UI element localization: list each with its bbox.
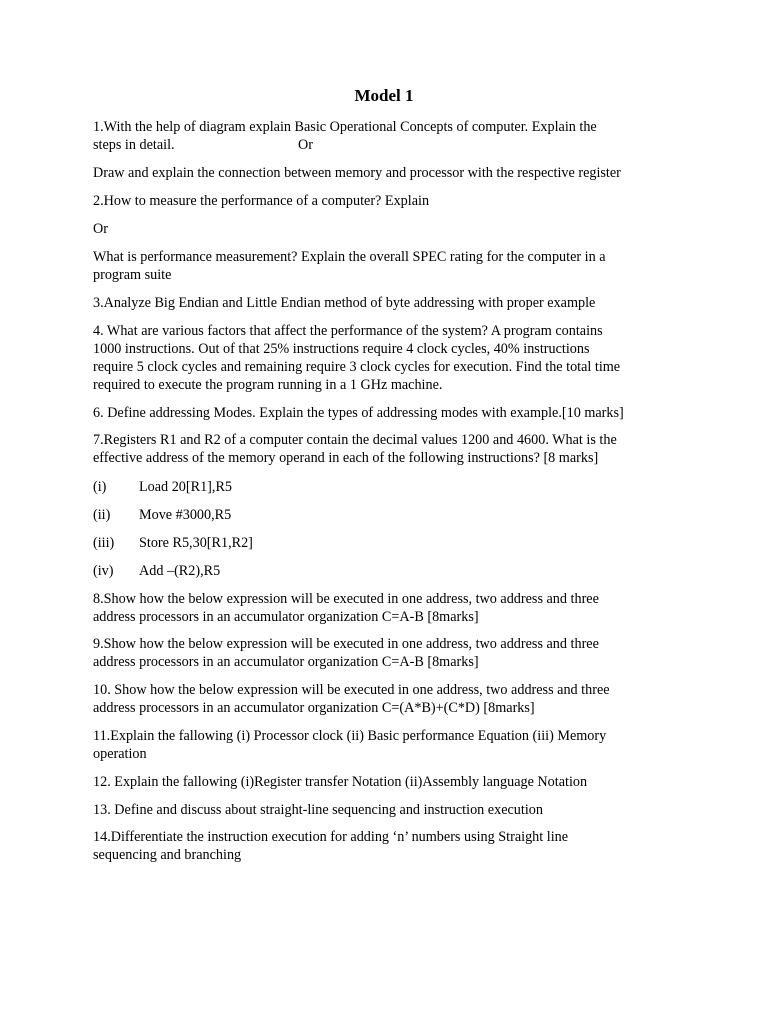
question-7-item-2-label: (ii) xyxy=(93,507,111,523)
question-11-line-2: operation xyxy=(93,746,147,762)
question-7-item-4-text: Add –(R2),R5 xyxy=(139,563,221,579)
question-13: 13. Define and discuss about straight-line sequencing and instruction execution xyxy=(93,802,543,818)
question-1-or: Or xyxy=(298,137,313,153)
question-1-line-1: 1.With the help of diagram explain Basic Operational Concepts of computer. Explain the xyxy=(93,119,597,135)
question-14-line-2: sequencing and branching xyxy=(93,847,242,863)
question-8-line-1: 8.Show how the below expression will be executed in one address, two address and three xyxy=(93,591,599,607)
question-7-item-4-label: (iv) xyxy=(93,563,114,579)
question-12: 12. Explain the fallowing (i)Register transfer Notation (ii)Assembly language Notation xyxy=(93,774,588,790)
question-9-line-1: 9.Show how the below expression will be executed in one address, two address and three xyxy=(93,636,599,652)
question-10-line-2: address processors in an accumulator organization C=(A*B)+(C*D) [8marks] xyxy=(93,700,535,716)
question-2-or: Or xyxy=(93,221,108,237)
question-4-line-4: required to execute the program running in a 1 GHz machine. xyxy=(93,377,443,393)
question-1-line-2: steps in detail. xyxy=(93,137,175,153)
question-4-line-2: 1000 instructions. Out of that 25% instructions require 4 clock cycles, 40% instructions xyxy=(93,341,590,357)
question-7-item-3-label: (iii) xyxy=(93,535,115,551)
question-2-alt-line-1: What is performance measurement? Explain the overall SPEC rating for the computer in a xyxy=(93,249,606,265)
question-7-line-1: 7.Registers R1 and R2 of a computer contain the decimal values 1200 and 4600. What is the xyxy=(93,432,617,448)
question-2-line-1: 2.How to measure the performance of a computer? Explain xyxy=(93,193,430,209)
question-3: 3.Analyze Big Endian and Little Endian method of byte addressing with proper example xyxy=(93,295,596,311)
question-4-line-3: require 5 clock cycles and remaining require 3 clock cycles for execution. Find the total time xyxy=(93,359,621,375)
question-6: 6. Define addressing Modes. Explain the types of addressing modes with example.[10 marks] xyxy=(93,405,624,421)
question-10-line-1: 10. Show how the below expression will be executed in one address, two address and three xyxy=(93,682,610,698)
question-1-alternative: Draw and explain the connection between memory and processor with the respective register xyxy=(93,165,621,181)
question-7-line-2: effective address of the memory operand in each of the following instructions? [8 marks] xyxy=(93,450,599,466)
question-7-item-2-text: Move #3000,R5 xyxy=(139,507,232,523)
question-2-alt-line-2: program suite xyxy=(93,267,172,283)
question-14-line-1: 14.Differentiate the instruction execution for adding ‘n’ numbers using Straight line xyxy=(93,829,569,845)
question-7-item-3-text: Store R5,30[R1,R2] xyxy=(139,535,253,551)
question-9-line-2: address processors in an accumulator organization C=A-B [8marks] xyxy=(93,654,479,670)
question-11-line-1: 11.Explain the fallowing (i) Processor clock (ii) Basic performance Equation (iii) Memory xyxy=(93,728,607,744)
question-4-line-1: 4. What are various factors that affect the performance of the system? A program contains xyxy=(93,323,603,339)
question-7-item-1-label: (i) xyxy=(93,479,107,495)
page-title: Model 1 xyxy=(354,86,414,105)
question-8-line-2: address processors in an accumulator organization C=A-B [8marks] xyxy=(93,609,479,625)
question-7-item-1-text: Load 20[R1],R5 xyxy=(139,479,232,495)
